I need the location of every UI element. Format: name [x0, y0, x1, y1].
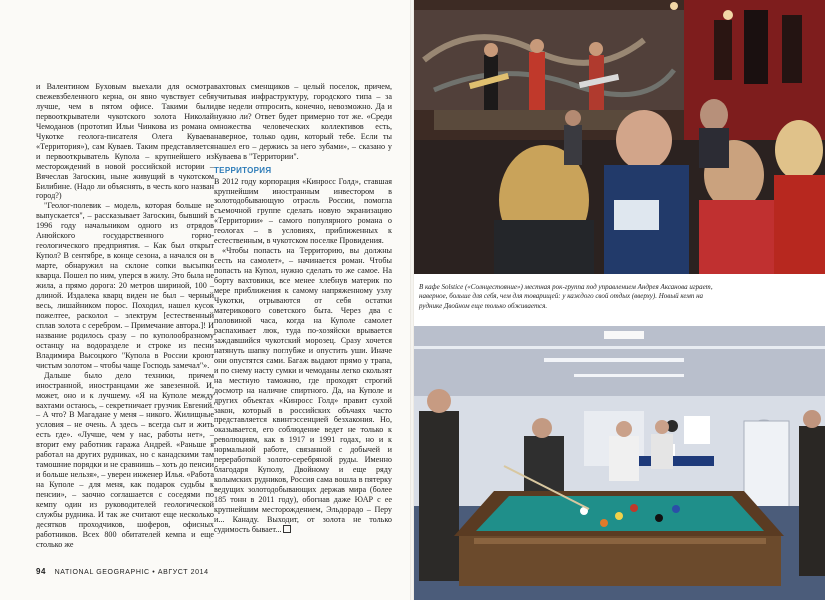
cafe-band-illustration [414, 0, 825, 274]
billiards-room-illustration [414, 326, 825, 600]
text-column-2 [214, 82, 392, 535]
paragraph-last [214, 246, 392, 535]
paragraph: вахтовых сменщиков – целый поселок, причем, учитывая инфраструктуру, городского типа – за две недели отпросить, конечно, невозможно. Да и нужно ли? Ответ будет примерно тот же. «Среди множества человеческих коллективов есть, наверное, только один, который тебе. Если ты нашел его – держись за него зубами», – сказано у Куваева в "Территории". [214, 82, 392, 161]
text-column-1 [36, 82, 214, 550]
cafe-band-photo [414, 0, 825, 274]
folio-text: NATIONAL GEOGRAPHIC • АВГУСТ 2014 [54, 569, 209, 576]
photo-caption: В кафе Solstice («Солнцестояние») местная рок-группа под управлением Андрея Аксанова играет, наверное, больше для себя, чем для товарищей: у каждого свой отдых (вверху). Новый кемп на руднике Двойном еще только обживается. [419, 283, 713, 310]
paragraph: "Геолог-полевик – модель, которая больше не выпускается", – рассказывает Загоскин, бывший в 1996 году начальником одного из отрядов Анюйского государственного горно-геологического предприятия. – Как был открыт Купол? В сентябре, в конце сезона, а начался он в марте, обнаружил на склоне сопки высыпки кварца. Пошел по ним, уперся в жилу. Это была не жила, а прямо дорога: 20 метров шириной, 100 – длиной. Издалека кварц виден не был – черный весь, лишайником порос. Походил, нашел кусок пожелтее, расколол – электрум [естественный сплав золота с серебром. – Примечание автора.]! И название родилось сразу – по куполообразному останцу на водоразделе и строке из песни Владимира Высоцкого "Купола в России кроют чистым золотом – чтобы чаще Господь замечал"». [36, 201, 214, 370]
section-heading: ТЕРРИТОРИЯ [214, 165, 272, 175]
folio [36, 567, 209, 576]
paragraph: В 2012 году корпорация «Кинросс Голд», ставшая крупнейшим иностранным инвестором в золотодобывающую отрасль России, помогла съемочной группе сделать новую экранизацию «Территории» – самого популярного романа о геологах – в условиях, приближенных к естественным, в чукотском поселке Провидения. [214, 176, 392, 246]
paragraph: Дальше было дело техники, причем иностранной, иностранцами же завезенной. И, может, оно и к лучшему. «Я на Куполе между вахтами остаюсь, – секретничает грузчик Евгений. – А что? В Магадане у меня – никого. Жилищные условия – не очень. А здесь – всегда сыт и жить есть где». «Лучше, чем у нас, работы нет», – вторит ему работник гаража Андрей. «Раньше я работал на других рудниках, но с канадскими там тамошние порядки и не сравнишь – хоть до пенсии и больше нельзя», – уверен инженер Илья. «Работа на Куполе – для меня, как подарок судьбы к пенсии», – заочно соглашается с соседями по кемпу один из руководителей геологической службы рудника. И так же считают еще несколько десятков проходчиков, шоферов, офисных работников. Всех 800 обитателей кемпа и еще столько же [36, 370, 214, 549]
billiards-room-photo [414, 326, 825, 600]
end-mark-icon [283, 525, 291, 533]
paragraph-text: «Чтобы попасть на Территорию, вы должны сесть на самолет», – начинается роман. Чтобы попасть на Купол, нужно сделать то же самое. На борту вахтовики, все менее хлебнув материк по мере приближения к самому напряженному узлу Чукотки, отрываются от себя остатки материкового советского быта. Через два с половиной часа, когда на Куполе самолет распахивает люк, туда по-хозяйски врывается заждавшийся чукотский морозец. Сразу хочется натянуть шапку поглубже и опустить уши. Иначе они опустятся сами. Багаж выдают прямо у трапа, и по снему насту сумки и чемоданы легко скользят на местную таможню, где проходят строгий досмотр на наличие спиртного. Да, на Куполе и других объектах «Кинросс Голд» правит сухой закон, который в российских объчаях часто представляется квинтэссенцией безхакония. Но, оказывается, его соблюдение ведет не только к революциям, как в 1917 и 1991 годах, но и к нормальной работе, связанной с добычей и переработкой золото-серебряной руды. Именно благодаря Куполу, Двойному и еще ряду колымских рудников, Россия сама вошла в пятерку ведущих золотодобывающих держав мира (более 185 тонн в 2011 году), обогнав даже ЮАР с ее крупнейшим месторождением, Эльдорадо – Перу и... Канаду. Выходит, от золота не только судимость бывает... [214, 246, 392, 534]
paragraph: и Валентином Буховым выехали для осмотра свежевзбеленного керна, он явно чувствует себя лучше, чем в пятом офисе. Такими были первооткрыватели чукотского золота Николай Чемоданов (прототип Ильи Чинкова из романа о Чукотке геолога-писателя Олега Куваева «Территория»), сам Куваев. Таким представляется и первооткрыватель Купола – крупнейшего из месторождений в новой российской истории – Вячеслав Загоскин, ныне живущий в чукотском Билибине. (Надо ли объяснять, в честь кого назван город?) [36, 82, 214, 201]
page-number: 94 [36, 567, 47, 576]
